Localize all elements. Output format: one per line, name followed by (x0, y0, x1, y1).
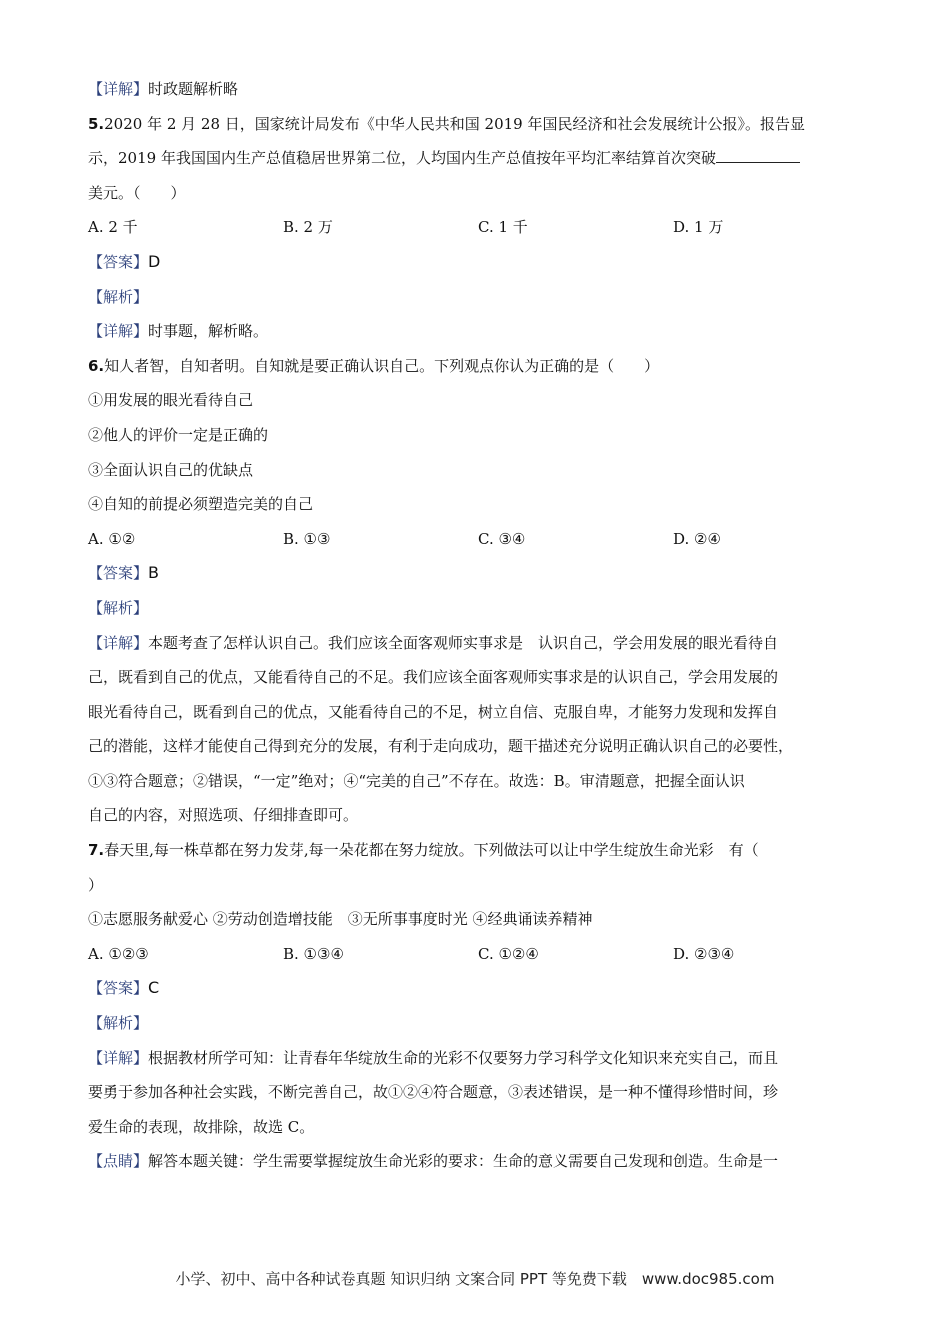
option-a: A. 2 千 (88, 218, 138, 237)
option-b: B. 2 万 (283, 218, 333, 237)
option-c: C. 1 千 (478, 218, 528, 237)
analysis-line (88, 280, 878, 315)
detail-text-line: ①③符合题意；②错误，“一定”绝对；④“完美的自己”不存在。故选：B。审清题意，把握全面认识 (88, 771, 745, 790)
question-6-options (88, 522, 878, 557)
question-6-stem: 6.知人者智，自知者明。自知就是要正确认识自己。下列观点你认为正确的是（ ） (88, 356, 660, 375)
detail-text-line: 要勇于参加各种社会实践，不断完善自己，故①②④符合题意，③表述错误，是一种不懂得珍惜时间，珍 (88, 1083, 779, 1102)
detail-tag: 【详解】 (88, 633, 149, 652)
answer-line (88, 971, 878, 1006)
question-number: 5. (88, 114, 105, 133)
detail-text-line: 己的潜能，这样才能使自己得到充分的发展，有利于走向成功，题干描述充分说明正确认识自己的必要性， (88, 737, 794, 756)
option-d: D. ②③④ (673, 944, 735, 963)
footer-text: 小学、初中、高中各种试卷真题 知识归纳 文案合同 PPT 等免费下载 www.doc985.com (175, 1270, 775, 1288)
analysis-line (88, 591, 878, 626)
analysis-tag: 【解析】 (88, 598, 149, 617)
option-a: A. ①② (88, 529, 136, 548)
analysis-tag: 【解析】 (88, 1014, 149, 1033)
option-d: D. ②④ (673, 529, 721, 548)
detail-tag: 【详解】 (88, 322, 149, 341)
question-number: 6. (88, 356, 105, 375)
question-7-stem-end: ） (88, 875, 104, 894)
question-5-line-3: 美元。（ ） (88, 183, 186, 202)
option-a: A. ①②③ (88, 944, 149, 963)
question-number: 7. (88, 841, 105, 860)
document-page (88, 72, 878, 1179)
detail-tag: 【详解】 (88, 80, 149, 98)
answer-line (88, 245, 878, 280)
question-7-items: ①志愿服务献爱心 ②劳动创造增技能 ③无所事事度时光 ④经典诵读养精神 (88, 910, 593, 929)
question-5-line-2: 示，2019 年我国国内生产总值稳居世界第二位，人均国内生产总值按年平均汇率结算首次突破 (88, 141, 878, 176)
question-6-item: ③全面认识自己的优缺点 (88, 460, 254, 479)
question-6-item: ④自知的前提必须塑造完美的自己 (88, 495, 314, 514)
answer-tag: 【答案】 (88, 564, 149, 583)
answer-value: D (148, 251, 161, 271)
analysis-tag: 【解析】 (88, 287, 149, 306)
detail-line: 【详解】根据教材所学可知：让青春年华绽放生命的光彩不仅要努力学习科学文化知识来充实自己，而且 (88, 1048, 779, 1067)
answer-line (88, 556, 878, 591)
point-line: 【点睛】解答本题关键：学生需要掌握绽放生命光彩的要求：生命的意义需要自己发现和创造。生命是一 (88, 1152, 779, 1171)
answer-value: B (148, 563, 159, 583)
detail-text-line: 自己的内容，对照选项、仔细排查即可。 (88, 806, 359, 825)
answer-blank (716, 144, 800, 163)
option-c: C. ③④ (478, 529, 526, 548)
detail-line: 【详解】本题考查了怎样认识自己。我们应该全面客观师实事求是 认识自己，学会用发展的眼光看待自 (88, 633, 779, 652)
detail-text-line: 爱生命的表现，故排除，故选 C。 (88, 1117, 315, 1136)
answer-value: C (148, 978, 160, 998)
detail-line: 【详解】时事题，解析略。 (88, 322, 269, 341)
question-6-item: ①用发展的眼光看待自己 (88, 391, 254, 410)
point-tag: 【点睛】 (88, 1152, 149, 1171)
detail-text-line: 眼光看待自己，既看到自己的优点，又能看待自己的不足，树立自信、克服自卑，才能努力发现和发挥自 (88, 702, 779, 721)
option-b: B. ①③ (283, 529, 331, 548)
option-c: C. ①②④ (478, 944, 539, 963)
option-d: D. 1 万 (673, 218, 724, 237)
question-5-options (88, 210, 878, 245)
analysis-line (88, 1006, 878, 1041)
option-b: B. ①③④ (283, 944, 344, 963)
detail-tag: 【详解】 (88, 1048, 149, 1067)
question-6-item: ②他人的评价一定是正确的 (88, 425, 269, 444)
answer-tag: 【答案】 (88, 252, 149, 271)
question-7-options (88, 937, 878, 972)
answer-tag: 【答案】 (88, 979, 149, 998)
detail-line: 【详解】时政题解析略 (88, 80, 239, 98)
question-5-line-1: 5.2020 年 2 月 28 日，国家统计局发布《中华人民共和国 2019 年国民经济和社会发展统计公报》。报告显 (88, 114, 805, 133)
detail-text-line: 己，既看到自己的优点，又能看待自己的不足。我们应该全面客观师实事求是的认识自己，学会用发展的 (88, 668, 779, 687)
question-7-stem: 7.春天里,每一株草都在努力发芽,每一朵花都在努力绽放。下列做法可以让中学生绽放生命光彩 有（ (88, 841, 759, 860)
